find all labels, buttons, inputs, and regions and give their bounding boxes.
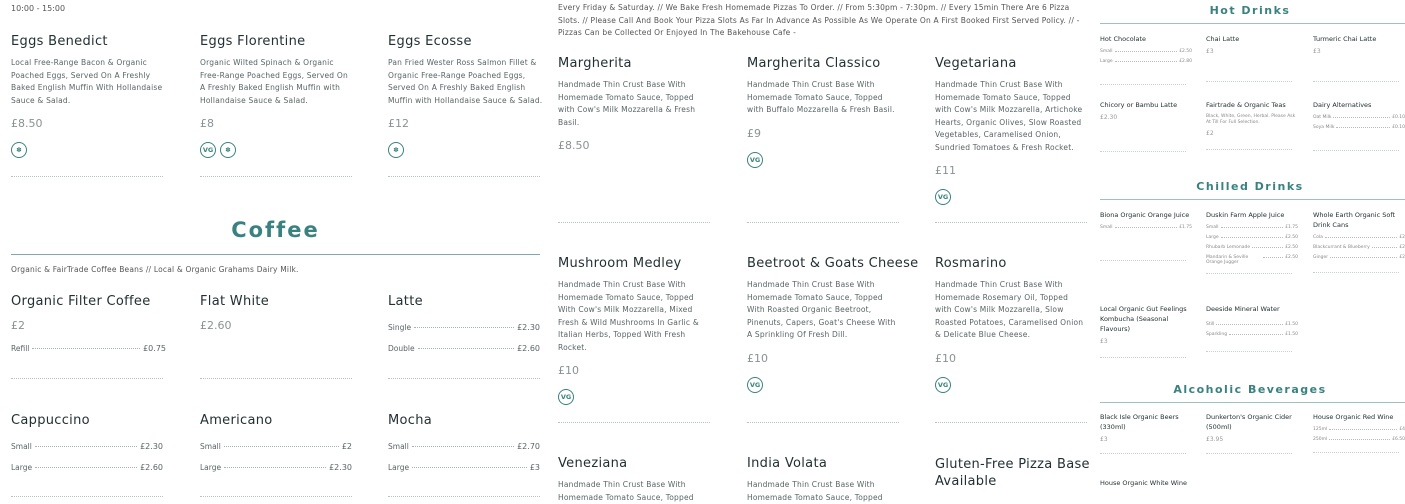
- divider: [11, 378, 163, 379]
- row-label: Cola: [1313, 235, 1323, 240]
- row-label: 250ml: [1313, 437, 1328, 442]
- row-label: Blackcurrant & Blueberry: [1313, 245, 1370, 250]
- option-price: £3: [529, 463, 540, 472]
- price-row: [1206, 255, 1298, 265]
- drink-name: Dairy Alternatives: [1313, 101, 1372, 109]
- drink-name: Dunkerton's Organic Cider (500ml): [1206, 413, 1292, 431]
- drink-price: £3: [1100, 338, 1108, 345]
- chilled-drinks-title: Chilled Drinks: [1196, 180, 1304, 193]
- drink-name: House Organic White Wine: [1100, 479, 1187, 487]
- item-price: £10: [935, 351, 956, 365]
- item-name: Veneziana: [558, 456, 628, 471]
- coffee-item: [11, 413, 163, 472]
- pizza-item: [935, 256, 1087, 393]
- wheat-icon: ✽: [388, 142, 404, 158]
- price-row: [1206, 332, 1298, 337]
- divider: [747, 422, 899, 423]
- price-row: [1100, 225, 1192, 230]
- option-price: £2.30: [517, 323, 540, 332]
- divider: [388, 496, 540, 497]
- price-row: [1313, 125, 1405, 130]
- row-price: £2.50: [1285, 255, 1298, 260]
- price-option: [11, 463, 163, 472]
- coffee-item: [388, 413, 540, 472]
- row-price: £0.10: [1392, 115, 1405, 120]
- option-label: Large: [11, 463, 33, 472]
- divider: [200, 378, 352, 379]
- drink-name: Deeside Mineral Water: [1206, 305, 1280, 313]
- breakfast-coffee-column: [0, 0, 550, 500]
- breakfast-hours: 10:00 - 15:00: [11, 4, 66, 13]
- row-price: £4: [1399, 427, 1405, 432]
- option-label: Refill: [11, 344, 30, 353]
- price-option: [388, 323, 540, 332]
- item-name: India Volata: [747, 456, 828, 471]
- drink-price: £3.95: [1206, 436, 1224, 443]
- drinks-column: [1095, 0, 1405, 500]
- menu-item: [200, 34, 355, 158]
- drink-name: Chicory or Bambu Latte: [1100, 101, 1178, 109]
- row-label: Small: [1100, 225, 1113, 230]
- item-price: £9: [747, 126, 761, 140]
- row-label: Sparkling: [1206, 332, 1228, 337]
- row-label: Mandarin & Seville Orange Jugger: [1206, 255, 1249, 265]
- drink-price: £3: [1313, 48, 1321, 55]
- drink-item: [1313, 100, 1405, 151]
- item-name: Vegetariana: [935, 56, 1017, 71]
- drink-name: Hot Chocolate: [1100, 35, 1147, 43]
- drink-price: £3: [1206, 48, 1214, 55]
- coffee-title-line: [11, 254, 540, 255]
- drink-item: [1206, 100, 1298, 150]
- vg-icon: VG: [200, 142, 216, 158]
- item-price: £10: [558, 364, 579, 377]
- item-name: Eggs Ecosse: [388, 34, 472, 49]
- item-name: Mushroom Medley: [558, 256, 682, 271]
- option-price: £2.60: [140, 463, 163, 472]
- drink-name: Duskin Farm Apple Juice: [1206, 211, 1285, 219]
- price-row: [1313, 437, 1405, 442]
- menu-item: [11, 34, 166, 158]
- pizza-note: Every Friday & Saturday. // We Bake Fresh Homemade Pizzas To Order. // From 5:30pm - 7:30pm. // Every 15min There Are 6 Pizza Slots. // Please Call And Book Your Pizza Slots As Far In Advance As Possible As We Operate On A First Booked First Served Policy. // - Pizzas Can be Collected Or Enjoyed In The Bakehouse Cafe -: [558, 3, 1080, 37]
- item-desc: Handmade Thin Crust Base With Homemade Tomato Sauce, Topped With Roasted Organic Beetroot, Pinenuts, Capers, Goat's Cheese With A Sprinkling Of Fresh Dill.: [747, 280, 896, 339]
- price-row: [1206, 245, 1298, 250]
- price-option: [388, 344, 540, 353]
- drink-item: [1100, 100, 1192, 152]
- item-name: Mocha: [388, 413, 433, 428]
- item-desc: Local Free-Range Bacon & Organic Poached Eggs, Served On A Freshly Baked English Muffin With Hollandaise Sauce & Salad.: [11, 58, 163, 105]
- alcoholic-beverages-title: Alcoholic Beverages: [1173, 383, 1327, 396]
- pizza-item: [747, 256, 919, 393]
- divider: [200, 176, 352, 177]
- vg-icon: VG: [935, 189, 951, 205]
- divider: [11, 176, 163, 177]
- item-name: Cappuccino: [11, 413, 90, 428]
- item-name: Rosmarino: [935, 256, 1007, 271]
- drink-item: [1206, 412, 1298, 454]
- price-row: [1100, 59, 1192, 64]
- drink-note: Black, White, Green, Herbal. Please Ask At Till For Full Selection.: [1206, 114, 1296, 125]
- drink-name: Black Isle Organic Beers (330ml): [1100, 413, 1179, 431]
- price-option: [200, 442, 352, 451]
- row-price: £1.50: [1285, 322, 1298, 327]
- row-label: Still: [1206, 322, 1215, 327]
- price-row: [1206, 235, 1298, 240]
- pizza-column: [550, 0, 1095, 500]
- item-name: Margherita: [558, 56, 632, 71]
- vg-icon: VG: [747, 377, 763, 393]
- row-price: £1.75: [1285, 225, 1298, 230]
- chilled-drinks-line: [1100, 199, 1405, 200]
- option-price: £2.30: [140, 442, 163, 451]
- option-label: Small: [388, 442, 409, 451]
- row-label: Small: [1100, 49, 1113, 54]
- price-row: [1313, 235, 1405, 240]
- drink-name: Chai Latte: [1206, 35, 1240, 43]
- row-label: Large: [1206, 235, 1219, 240]
- divider: [935, 422, 1087, 423]
- row-price: £1.75: [1179, 225, 1192, 230]
- item-price: £8.50: [11, 117, 43, 130]
- item-price: £2: [11, 319, 25, 332]
- row-price: £6.50: [1392, 437, 1405, 442]
- item-desc: Organic Wilted Spinach & Organic Free-Range Poached Eggs, Served On A Freshly Baked English Muffin with Hollandaise Sauce & Salad.: [200, 58, 348, 105]
- price-row: [1313, 255, 1405, 260]
- item-name: Latte: [388, 294, 423, 309]
- row-label: Oat Milk: [1313, 115, 1332, 120]
- pizza-item: [935, 456, 1090, 490]
- row-label: Ginger: [1313, 255, 1329, 260]
- coffee-item: [388, 294, 540, 353]
- item-name: Gluten-Free Pizza Base Available: [935, 457, 1090, 489]
- drink-item: [1206, 210, 1298, 274]
- drink-name: House Organic Red Wine: [1313, 413, 1394, 421]
- option-price: £2.30: [329, 463, 352, 472]
- drink-item: [1100, 478, 1192, 488]
- option-label: Double: [388, 344, 415, 353]
- item-name: Beetroot & Goats Cheese: [747, 256, 919, 271]
- row-price: £2.50: [1285, 245, 1298, 250]
- row-price: £0.10: [1392, 125, 1405, 130]
- menu-item: [388, 34, 543, 158]
- divider: [200, 496, 352, 497]
- pizza-item: [747, 56, 895, 168]
- pizza-item: [935, 56, 1085, 205]
- item-desc: Handmade Thin Crust Base With Homemade Tomato Sauce, Topped With Cow's Milk Mozzarella, Mixed Fresh & Wild Mushrooms In Garlic & Italian Herbs, Topped With Fresh Rocket.: [558, 280, 699, 352]
- coffee-item: [200, 413, 352, 472]
- hot-drinks-title: Hot Drinks: [1209, 4, 1291, 17]
- divider: [388, 378, 540, 379]
- row-label: Soya Milk: [1313, 125, 1335, 130]
- price-row: [1206, 225, 1298, 230]
- price-option: [388, 463, 540, 472]
- row-label: Large: [1100, 59, 1113, 64]
- row-price: £2: [1399, 235, 1405, 240]
- vg-icon: VG: [747, 152, 763, 168]
- drink-price: £2.30: [1100, 114, 1118, 121]
- option-label: Small: [200, 442, 221, 451]
- price-row: [1313, 115, 1405, 120]
- item-name: Americano: [200, 413, 273, 428]
- price-row: [1100, 49, 1192, 54]
- option-label: Large: [200, 463, 222, 472]
- item-desc: Handmade Thin Crust Base With Homemade Tomato Sauce, Topped with Cow's Milk Mozzarella & Fresh Basil.: [558, 80, 696, 127]
- coffee-item: [200, 294, 355, 332]
- coffee-note: Organic & FairTrade Coffee Beans // Local & Organic Grahams Dairy Milk.: [11, 265, 299, 274]
- item-price: £8: [200, 117, 214, 130]
- price-option: [11, 344, 166, 353]
- option-price: £2.60: [517, 344, 540, 353]
- drink-price: £2: [1206, 130, 1214, 137]
- drink-name: Turmeric Chai Latte: [1313, 35, 1377, 43]
- item-name: Organic Filter Coffee: [11, 294, 151, 309]
- item-desc: Handmade Thin Crust Base With Homemade Tomato Sauce, Topped: [558, 480, 694, 502]
- drink-item: [1313, 34, 1405, 82]
- price-row: [1313, 245, 1405, 250]
- alcoholic-beverages-line: [1100, 402, 1405, 403]
- option-price: £2: [341, 442, 352, 451]
- option-label: Single: [388, 323, 412, 332]
- row-price: £2.50: [1285, 235, 1298, 240]
- hot-drinks-line: [1100, 23, 1405, 24]
- pizza-item: [558, 56, 703, 152]
- option-price: £0.75: [143, 344, 166, 353]
- item-name: Eggs Benedict: [11, 34, 108, 49]
- item-desc: Pan Fried Wester Ross Salmon Fillet & Organic Free-Range Poached Eggs, Served On A Freshly Baked English Muffin with Hollandaise Sauce & Salad.: [388, 58, 543, 105]
- coffee-item: [11, 294, 166, 353]
- row-label: Rhubarb Lemonade: [1206, 245, 1251, 250]
- drink-item: [1313, 412, 1405, 453]
- pizza-item: [558, 456, 703, 504]
- divider: [11, 496, 163, 497]
- row-label: Small: [1206, 225, 1219, 230]
- drink-name: Biona Organic Orange Juice: [1100, 211, 1190, 219]
- row-price: £2.50: [1179, 49, 1192, 54]
- drink-price: £3: [1100, 436, 1108, 443]
- price-option: [200, 463, 352, 472]
- drink-item: [1206, 304, 1298, 352]
- item-price: £12: [388, 117, 409, 130]
- divider: [558, 422, 710, 423]
- option-label: Large: [388, 463, 410, 472]
- pizza-item: [747, 456, 895, 504]
- drink-item: [1100, 34, 1192, 85]
- coffee-title: Coffee: [231, 218, 320, 242]
- item-price: £10: [747, 351, 768, 365]
- item-desc: Handmade Thin Crust Base With Homemade Tomato Sauce, Topped: [747, 480, 883, 502]
- drink-name: Fairtrade & Organic Teas: [1206, 101, 1286, 109]
- row-price: £2: [1399, 245, 1405, 250]
- price-option: [11, 442, 163, 451]
- drink-item: [1100, 304, 1192, 358]
- option-price: £2.70: [517, 442, 540, 451]
- price-row: [1313, 427, 1405, 432]
- wheat-icon: ✽: [11, 142, 27, 158]
- drink-item: [1100, 412, 1192, 454]
- divider: [388, 176, 540, 177]
- item-name: Flat White: [200, 294, 270, 309]
- drink-item: [1206, 34, 1298, 82]
- drink-name: Whole Earth Organic Soft Drink Cans: [1313, 211, 1396, 229]
- row-price: £2: [1399, 255, 1405, 260]
- vg-icon: VG: [935, 377, 951, 393]
- divider: [747, 222, 899, 223]
- drink-item: [1100, 210, 1192, 261]
- vg-icon: VG: [558, 389, 574, 405]
- pizza-item: [558, 256, 703, 405]
- item-price: £2.60: [200, 319, 232, 332]
- item-desc: Handmade Thin Crust Base With Homemade Rosemary Oil, Topped with Cow's Milk Mozzarella, Slow Roasted Potatoes, Caramelised Onion & Delicate Blue Cheese.: [935, 280, 1084, 339]
- divider: [558, 222, 710, 223]
- price-row: [1206, 322, 1298, 327]
- drink-name: Local Organic Gut Feelings Kombucha (Seasonal Flavours): [1100, 305, 1187, 333]
- row-price: £2.80: [1179, 59, 1192, 64]
- row-price: £1.50: [1285, 332, 1298, 337]
- drink-item: [1313, 210, 1405, 273]
- price-option: [388, 442, 540, 451]
- item-desc: Handmade Thin Crust Base With Homemade Tomato Sauce, Topped with Cow's Milk Mozzarella, Artichoke Hearts, Organic Olives, Slow Roasted Vegetables, Caramelised Onion, Sundried Tomatoes & Fresh Rocket.: [935, 80, 1083, 152]
- divider: [935, 222, 1087, 223]
- item-desc: Handmade Thin Crust Base With Homemade Tomato Sauce, Topped with Buffalo Mozzarella & Fresh Basil.: [747, 80, 895, 114]
- item-name: Eggs Florentine: [200, 34, 306, 49]
- option-label: Small: [11, 442, 32, 451]
- item-price: £11: [935, 164, 956, 177]
- item-price: £8.50: [558, 139, 590, 152]
- row-label: 125ml: [1313, 427, 1328, 432]
- wheat-icon: ✽: [220, 142, 236, 158]
- item-name: Margherita Classico: [747, 56, 881, 71]
